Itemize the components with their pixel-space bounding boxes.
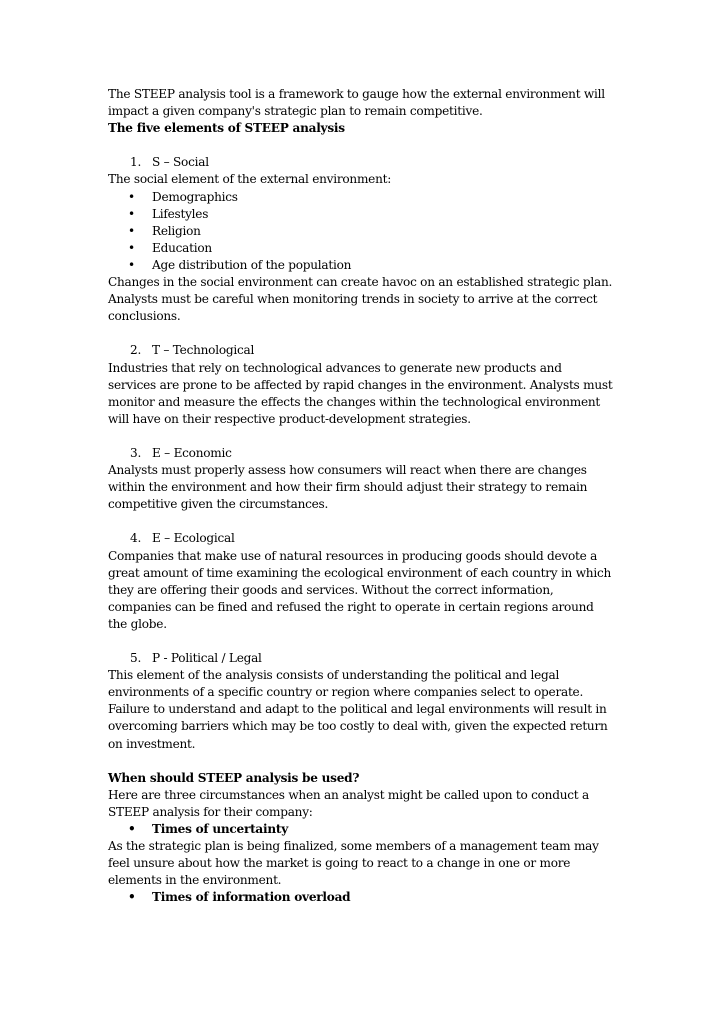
economic-body: Analysts must properly assess how consumers will react when there are changes within the environment and how their firm should adjust their strategy to remain competitive given the circumstances. [108,463,588,512]
section-title: T – Technological [152,343,255,358]
list-item: • Lifestyles [108,206,613,223]
overload-heading: • Times of information overload [108,889,613,906]
section-title: E – Economic [152,445,232,460]
section-technological-heading [108,342,613,359]
bullet-icon: • [128,206,135,221]
spacer [108,633,613,650]
section-title: E – Ecological [152,531,235,546]
spacer [108,428,613,445]
technological-body: Industries that rely on technological advances to generate new products and services are prone to be affected by rapid changes in the environment. Analysts must monitor and measure the effects the changes within the technological environment will have on their respective product-development strategies. [108,360,613,426]
five-elements-heading: The five elements of STEEP analysis [108,121,345,136]
bullet-icon: • [128,257,135,272]
social-body: Changes in the social environment can create havoc on an established strategic plan. Analysts must be careful when monitoring trends in society to arrive at the correct conclusions. [108,275,613,324]
list-item: • Religion [108,223,613,240]
document-page [108,86,613,907]
bullet-icon: • [128,189,135,204]
section-title: S – Social [152,155,209,170]
spacer [108,325,613,342]
bullet-icon: • [128,240,135,255]
when-intro: Here are three circumstances when an analyst might be called upon to conduct a STEEP analysis for their company: [108,787,589,819]
bullet-icon: • [128,822,136,837]
list-item: • Demographics [108,189,613,206]
section-political-heading [108,650,613,667]
bullet-icon: • [128,223,135,238]
section-ecological-heading [108,530,613,547]
section-number: 3. [130,445,142,460]
spacer [108,137,613,154]
uncertainty-body: As the strategic plan is being finalized, some members of a management team may feel unsure about how the market is going to react to a change in one or more elements in the environment. [108,839,599,888]
ecological-body: Companies that make use of natural resources in producing goods should devote a great amount of time examining the ecological environment of each country in which they are offering their goods and services. Without the correct information, companies can be fined and refused the right to operate in certain regions around the globe. [108,548,612,631]
section-number: 5. [130,651,142,666]
list-item: • Education [108,240,613,257]
political-body: This element of the analysis consists of understanding the political and legal environments of a specific country or region where companies select to operate. Failure to understand and adapt to the political and legal environments will result in overcoming barriers which may be too costly to deal with, given the expected return on investment. [108,668,608,751]
section-title: P - Political / Legal [152,651,262,666]
bullet-icon: • [128,890,136,905]
section-number: 4. [130,531,142,546]
section-economic-heading [108,445,613,462]
section-number: 1. [130,155,142,170]
when-heading: When should STEEP analysis be used? [108,770,360,785]
list-item: • Age distribution of the population [108,257,613,274]
intro-paragraph: The STEEP analysis tool is a framework to gauge how the external environment will impact a given company's strategic plan to remain competitive. [108,87,605,119]
spacer [108,513,613,530]
social-intro: The social element of the external environment: [108,172,392,187]
spacer [108,753,613,770]
section-social-heading [108,154,613,171]
section-number: 2. [130,343,142,358]
uncertainty-heading: • Times of uncertainty [108,821,613,838]
